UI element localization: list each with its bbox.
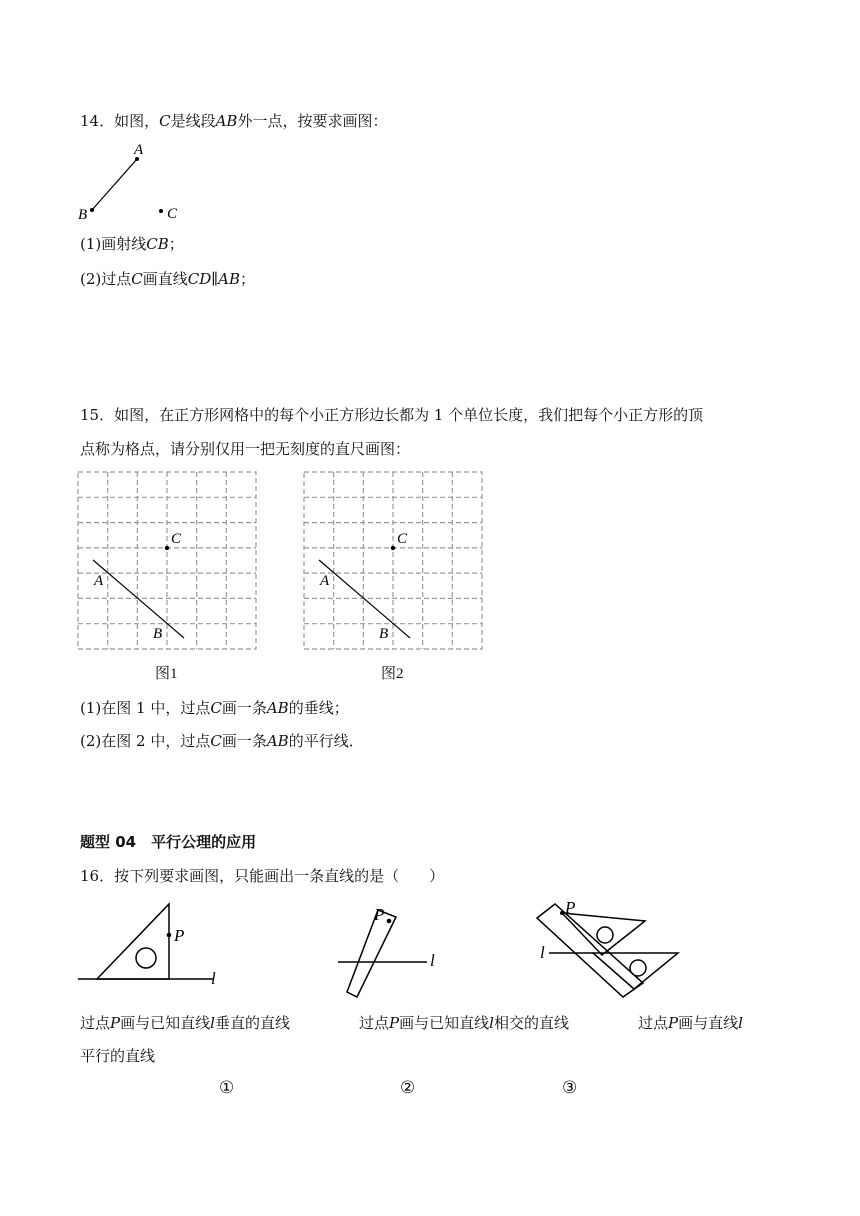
q15-stem-line2: 点称为格点，请分别仅用一把无刻度的直尺画图： bbox=[80, 440, 411, 458]
q16-stem: 16．按下列要求画图，只能画出一条直线的是（ ） bbox=[80, 867, 445, 885]
q16-desc-2: 过点P画与已知直线l相交的直线 bbox=[359, 1014, 569, 1032]
q16-fig2-label-l: l bbox=[430, 951, 435, 970]
q15-stem-line1: 15．如图，在正方形网格中的每个小正方形边长都为 1 个单位长度，我们把每个小正方形的顶 bbox=[80, 406, 704, 424]
q16-figure-1 bbox=[78, 898, 238, 988]
q16-number-3: ③ bbox=[562, 1078, 578, 1098]
q14-label-B: B bbox=[78, 207, 88, 223]
fig1-label-A: A bbox=[94, 573, 104, 589]
q16-figure-2 bbox=[335, 898, 445, 1008]
fig2-label-C: C bbox=[397, 531, 408, 547]
fig1-caption: 图1 bbox=[155, 666, 178, 682]
q16-fig1-label-P: P bbox=[174, 926, 185, 945]
q14-label-A: A bbox=[134, 142, 144, 158]
section-title: 题型 04 平行公理的应用 bbox=[80, 833, 257, 851]
fig1-label-B: B bbox=[153, 626, 163, 642]
q15-figure-2 bbox=[304, 472, 484, 652]
q14-label-C: C bbox=[167, 206, 178, 222]
q16-desc-3: 过点P画与直线l bbox=[638, 1014, 743, 1032]
q14-stem: 14．如图，C是线段AB外一点，按要求画图： bbox=[80, 112, 388, 130]
q16-desc-3-continued: 平行的直线 bbox=[80, 1047, 156, 1065]
q14-part1: (1)画射线CB； bbox=[80, 235, 184, 253]
q16-number-2: ② bbox=[400, 1078, 416, 1098]
q15-figure-1 bbox=[78, 472, 258, 652]
fig1-label-C: C bbox=[171, 531, 182, 547]
q14-part2: (2)过点C画直线CD∥AB； bbox=[80, 270, 256, 288]
fig2-label-B: B bbox=[379, 626, 389, 642]
q16-fig3-label-P: P bbox=[565, 898, 576, 917]
q14-figure bbox=[70, 140, 190, 230]
fig2-caption: 图2 bbox=[381, 666, 404, 682]
q15-part2: (2)在图 2 中，过点C画一条AB的平行线． bbox=[80, 732, 364, 750]
q16-fig1-label-l: l bbox=[211, 969, 216, 988]
q16-number-1: ① bbox=[219, 1078, 235, 1098]
q16-figure-3 bbox=[535, 898, 685, 1008]
q16-fig2-label-P: P bbox=[374, 905, 385, 924]
fig2-label-A: A bbox=[320, 573, 330, 589]
q16-desc-1: 过点P画与已知直线l垂直的直线 bbox=[80, 1014, 290, 1032]
q15-part1: (1)在图 1 中，过点C画一条AB的垂线； bbox=[80, 699, 349, 717]
q16-fig3-label-l: l bbox=[540, 943, 545, 962]
